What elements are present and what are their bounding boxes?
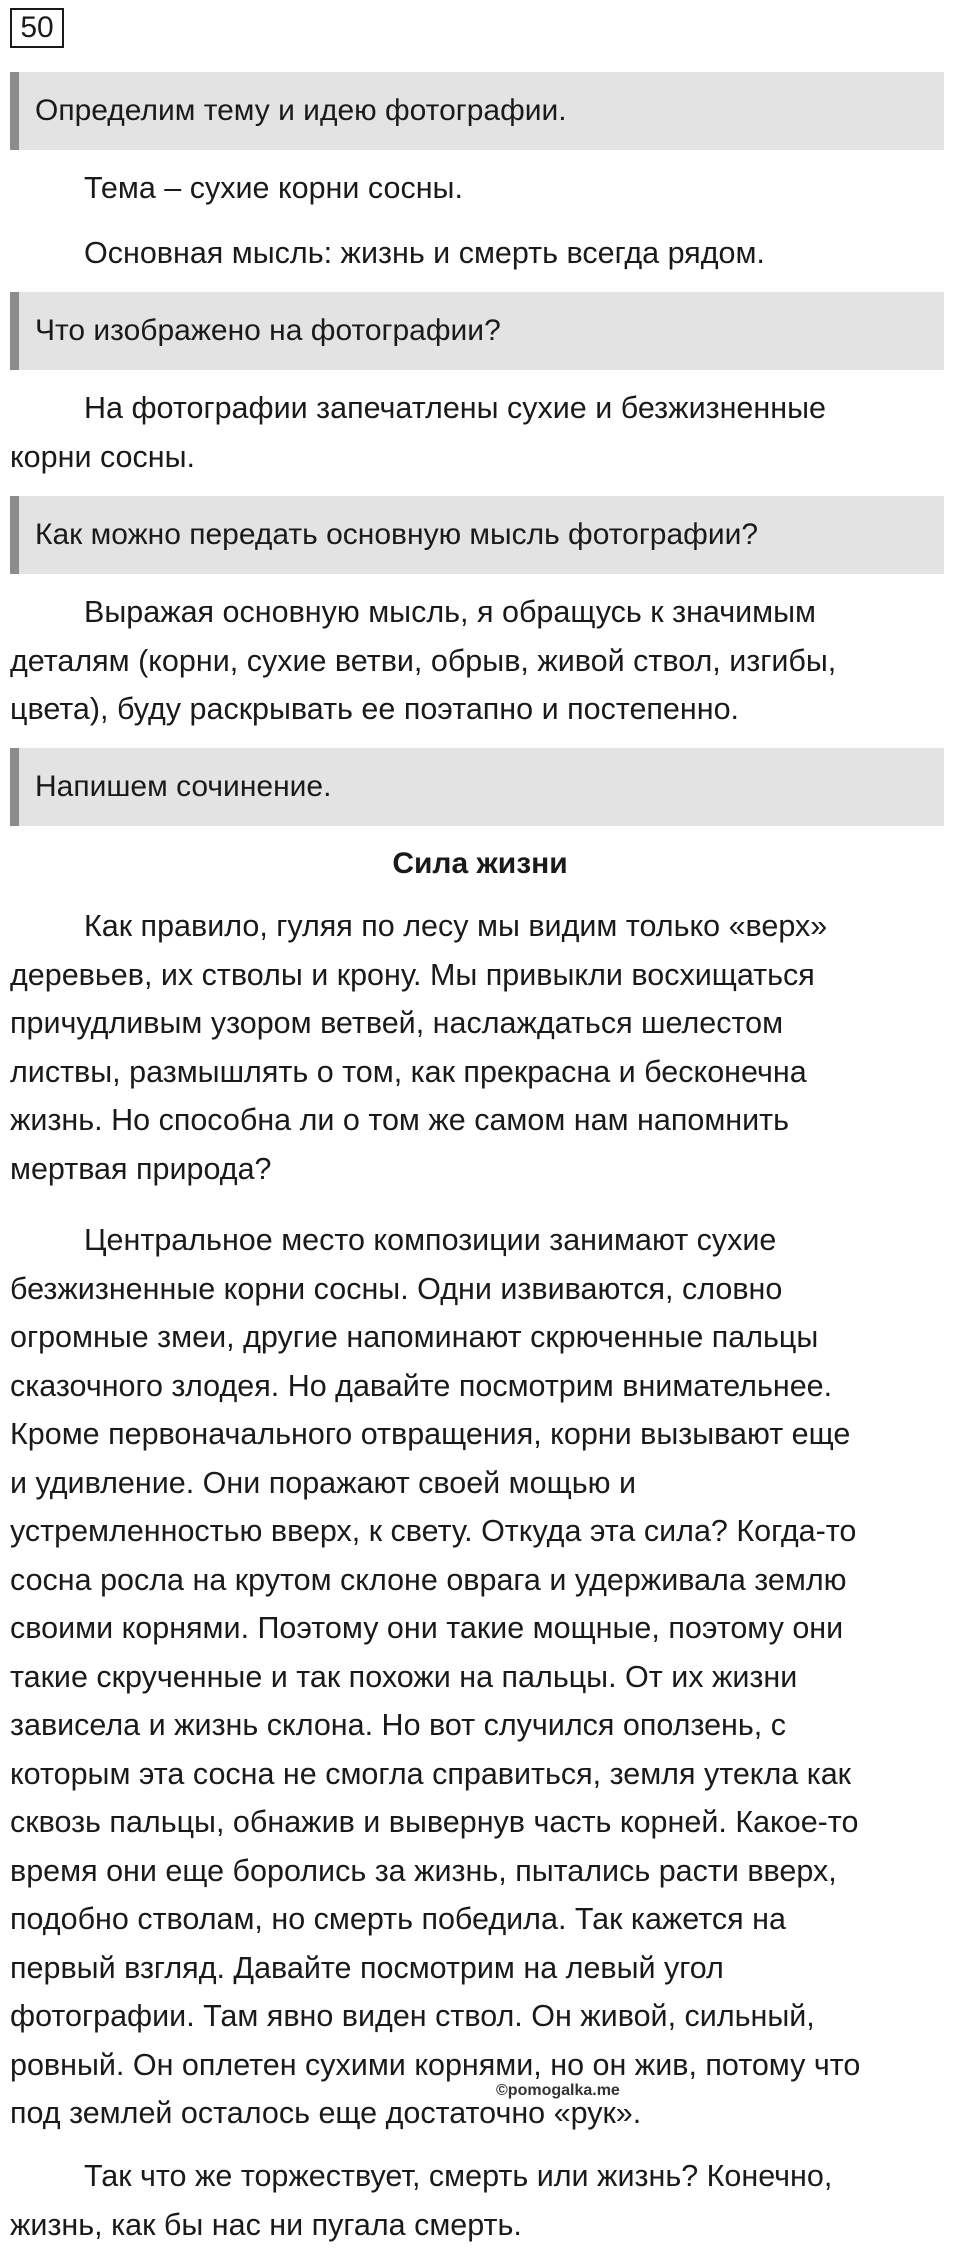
text-line: и удивление. Они поражают своей мощью и (10, 1465, 636, 1500)
task-write-essay: Напишем сочинение. (10, 748, 944, 826)
text-line: своими корнями. Поэтому они такие мощные, поэтому они (10, 1611, 844, 1645)
answer-theme-line: Тема – сухие корни сосны. (84, 171, 463, 205)
text-line: Выражая основную мысль, я обращусь к значимым (84, 595, 817, 629)
text-line: безжизненные корни сосны. Одни извиваются, словно (10, 1271, 783, 1306)
text-line: которым эта сосна не смогла справиться, земля утекла как (10, 1756, 852, 1791)
text-line: мертвая природа? (10, 1151, 272, 1186)
text-line: листвы, размышлять о том, как прекрасна и бесконечна (10, 1054, 807, 1089)
answer-idea (10, 229, 944, 278)
answer-theme (10, 164, 944, 213)
text-line: первый взгляд. Давайте посмотрим на левый угол (10, 1950, 724, 1985)
text-line: Кроме первоначального отвращения, корни вызывают еще (10, 1417, 851, 1451)
text-line: под землей осталось еще достаточно «рук». (10, 2096, 642, 2130)
text-line: жизнь. Но способна ли о том же самом нам напомнить (10, 1103, 790, 1137)
essay-paragraph-3 (10, 2152, 944, 2249)
answer-depicted (10, 384, 944, 481)
text-line: сквозь пальцы, обнажив и вывернув часть корней. Какое-то (10, 1805, 859, 1839)
text-line: жизнь, как бы нас ни пугала смерть. (10, 2207, 522, 2242)
task-theme-idea: Определим тему и идею фотографии. (10, 72, 944, 150)
text-line: фотографии. Там явно виден ствол. Он живой, сильный, (10, 1999, 815, 2033)
text-line: огромные змеи, другие напоминают скрюченные пальцы (10, 1320, 819, 1354)
text-line: ровный. Он оплетен сухими корнями, но он жив, потому что (10, 2047, 861, 2082)
text-line: сказочного злодея. Но давайте посмотрим внимательнее. (10, 1368, 833, 1403)
answer-how (10, 588, 944, 734)
text-line: Центральное место композиции занимают сухие (84, 1223, 777, 1257)
text-line: деревьев, их стволы и крону. Мы привыкли восхищаться (10, 957, 815, 992)
watermark: ©pomogalka.me (496, 2082, 620, 2099)
text-line: На фотографии запечатлены сухие и безжизненные (84, 391, 826, 425)
essay-paragraph-1 (10, 902, 944, 1193)
text-line: Как правило, гуляя по лесу мы видим только «верх» (84, 909, 828, 943)
exercise-number: 50 (10, 8, 64, 48)
text-line: причудливым узором ветвей, наслаждаться шелестом (10, 1006, 784, 1040)
answer-idea-line: Основная мысль: жизнь и смерть всегда рядом. (84, 236, 765, 270)
text-line: корни сосны. (10, 439, 196, 474)
text-line: Так что же торжествует, смерть или жизнь? Конечно, (84, 2159, 833, 2193)
text-line: цвета), буду раскрывать ее поэтапно и постепенно. (10, 692, 740, 726)
text-line: сосна росла на крутом склоне оврага и удерживала землю (10, 1562, 847, 1597)
text-line: время они еще боролись за жизнь, пытались расти вверх, (10, 1853, 837, 1888)
text-line: устремленностью вверх, к свету. Откуда эта сила? Когда-то (10, 1514, 857, 1548)
text-line: такие скрученные и так похожи на пальцы. От их жизни (10, 1659, 798, 1694)
text-line: зависела и жизнь склона. Но вот случился оползень, с (10, 1708, 786, 1742)
text-line: подобно стволам, но смерть победила. Так кажется на (10, 1902, 786, 1936)
text-line: деталям (корни, сухие ветви, обрыв, живой ствол, изгибы, (10, 643, 837, 678)
task-depicted: Что изображено на фотографии? (10, 292, 944, 370)
task-how-to-convey: Как можно передать основную мысль фотографии? (10, 496, 944, 574)
essay-title: Сила жизни (392, 847, 568, 880)
essay-paragraph-2 (10, 1216, 944, 2138)
